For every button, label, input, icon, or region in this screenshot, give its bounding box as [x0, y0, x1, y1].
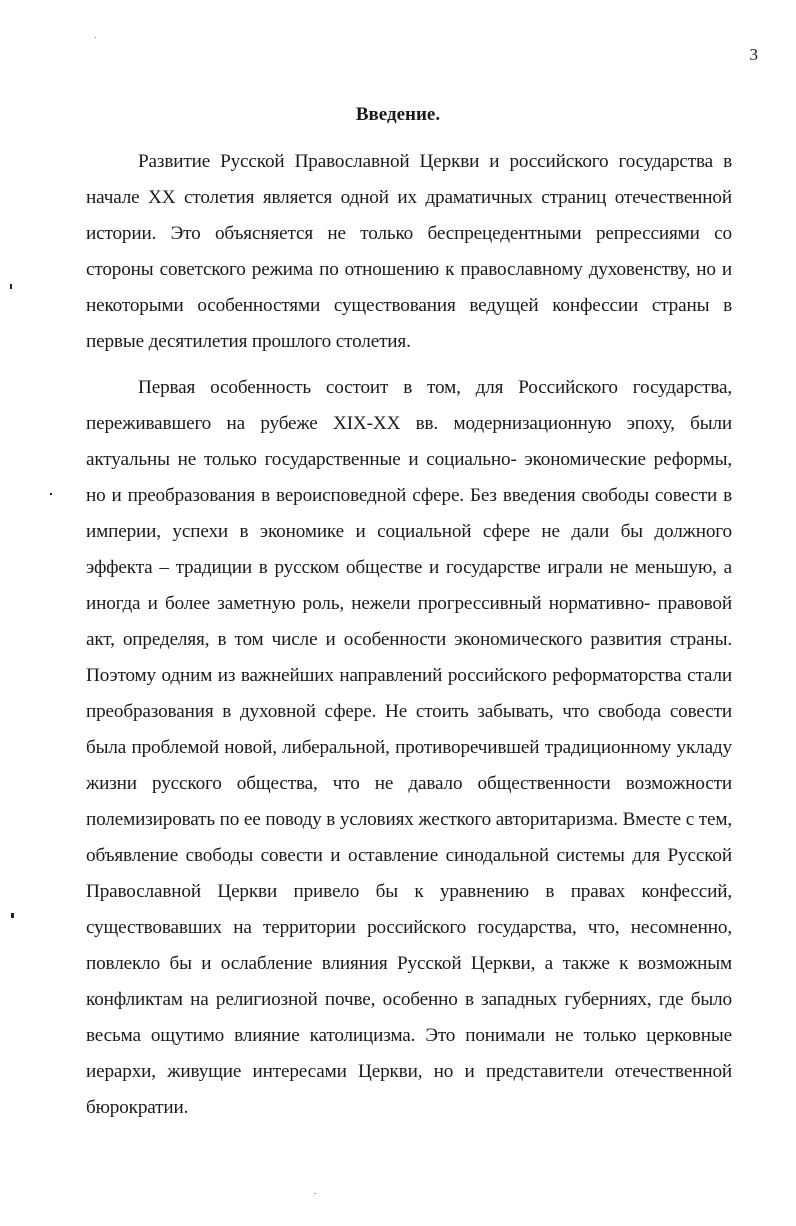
scan-speck: [314, 1193, 316, 1194]
scan-speck: [11, 913, 14, 918]
paragraph-first-feature: Первая особенность состоит в том, для Российского государства, переживавшего на рубеже XIX-XX вв. модернизационную эпоху, были актуальны не только государственные и социально- экономические реформы, но и преобразования в вероисповедной сфере. Без введения свободы совести в империи, успехи в экономике и социальной сфере не дали бы должного эффекта – традиции в русском обществе и государстве играли не меньшую, а иногда и более заметную роль, нежели прогрессивный нормативно- правовой акт, определяя, в том числе и особенности экономического развития страны. Поэтому одним из важнейших направлений российского реформаторства стали преобразования в духовной сфере. Не стоить забывать, что свобода совести была проблемой новой, либеральной, противоречившей традиционному укладу жизни русского общества, что не давало общественности возможности полемизировать по ее поводу в условиях жесткого авторитаризма. Вместе с тем, объявление свободы совести и оставление синодальной системы для Русской Православной Церкви привело бы к уравнению в правах конфессий, существовавших на территории российского государства, что, несомненно, повлекло бы и ослабление влияния Русской Церкви, а также к возможным конфликтам на религиозной почве, особенно в западных губерниях, где было весьма ощутимо влияние католицизма. Это понимали не только церковные иерархи, живущие интересами Церкви, но и представители отечественной бюрократии.: [86, 377, 732, 1118]
page-number: 3: [749, 45, 758, 64]
scan-speck: [95, 37, 96, 38]
body-text: [86, 144, 732, 1136]
paragraph-intro: Развитие Русской Православной Церкви и российского государства в начале XX столетия является одной их драматичных страниц отечественной истории. Это объясняется не только беспрецедентными репрессиями со стороны советского режима по отношению к православному духовенству, но и некоторыми особенностями существования ведущей конфессии страны в первые десятилетия прошлого столетия.: [86, 151, 732, 352]
page-title: Введение.: [355, 104, 441, 125]
scan-speck: [50, 493, 52, 495]
scan-speck: [10, 284, 12, 289]
